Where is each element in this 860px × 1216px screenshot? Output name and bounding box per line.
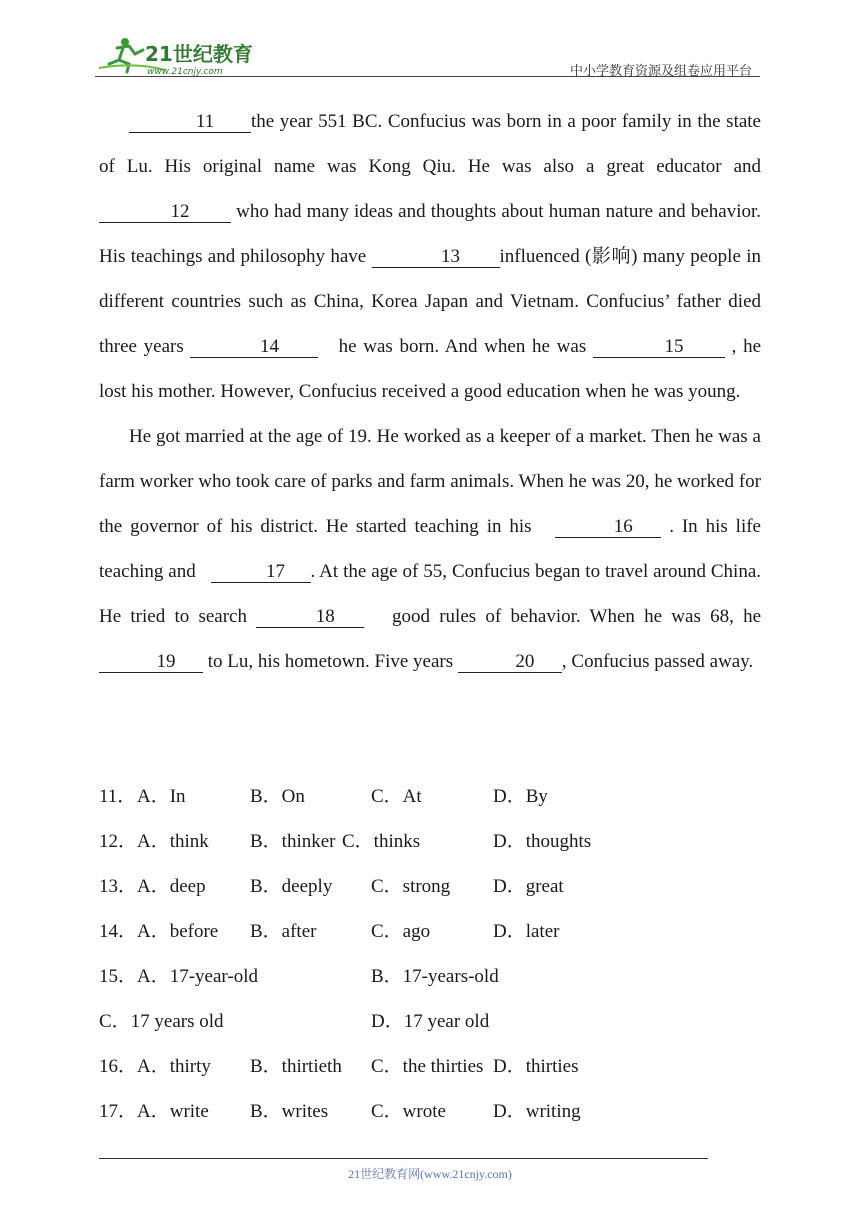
- option-12-b[interactable]: B．thinker: [250, 831, 336, 852]
- option-11-c[interactable]: C．At: [371, 786, 422, 807]
- logo-21cnjy: [95, 34, 265, 76]
- option-15-b[interactable]: B．17-years-old: [371, 966, 499, 987]
- option-16-d[interactable]: D．thirties: [493, 1056, 579, 1077]
- header-platform-text: 中小学教育资源及组卷应用平台: [569, 64, 752, 79]
- option-11-d[interactable]: D．By: [493, 786, 548, 807]
- option-row-13: 13． A．deep B．deeply C．strong D．great: [99, 864, 761, 909]
- option-13-d[interactable]: D．great: [493, 876, 564, 897]
- option-17-a[interactable]: A．write: [137, 1101, 209, 1122]
- svg-text:www.21cnjy.com: www.21cnjy.com: [147, 67, 223, 76]
- option-row-15-cont: [99, 999, 761, 1044]
- passage-text: [99, 99, 761, 684]
- footer-text[interactable]: 21世纪教育网(www.21cnjy.com): [348, 1167, 512, 1181]
- blank-11[interactable]: 11: [129, 112, 251, 133]
- option-row-11: 11． A．In B．On C．At D．By: [99, 774, 761, 819]
- option-row-12: 12． A．think B．thinker C．thinks D．thoughts: [99, 819, 761, 864]
- option-14-c[interactable]: C．ago: [371, 921, 431, 942]
- blank-12[interactable]: 12: [99, 202, 231, 223]
- option-15-d[interactable]: D．17 year old: [371, 1011, 490, 1032]
- option-row-14: 14． A．before B．after C．ago D．later: [99, 909, 761, 954]
- footer-divider: [99, 1158, 708, 1159]
- option-14-d[interactable]: D．later: [493, 921, 560, 942]
- option-15-c[interactable]: C．17 years old: [99, 1011, 224, 1032]
- option-12-c[interactable]: C．thinks: [342, 831, 421, 852]
- option-13-b[interactable]: B．deeply: [250, 876, 333, 897]
- blank-16[interactable]: 16: [555, 517, 661, 538]
- blank-17[interactable]: 17: [211, 562, 311, 583]
- option-17-b[interactable]: B．writes: [250, 1101, 329, 1122]
- option-12-a[interactable]: A．think: [137, 831, 209, 852]
- option-13-a[interactable]: A．deep: [137, 876, 206, 897]
- blank-13[interactable]: 13: [372, 247, 500, 268]
- option-16-a[interactable]: A．thirty: [137, 1056, 211, 1077]
- option-14-b[interactable]: B．after: [250, 921, 317, 942]
- svg-text:21世纪教育: 21世纪教育: [145, 42, 253, 66]
- option-17-c[interactable]: C．wrote: [371, 1101, 446, 1122]
- options-list: [99, 774, 761, 1134]
- option-14-a[interactable]: A．before: [137, 921, 219, 942]
- option-17-d[interactable]: D．writing: [493, 1101, 581, 1122]
- paragraph-2: He got married at the age of 19. He worked as a keeper of a market. Then he was a farm worker who took care of parks and farm animals. When he was 20, he worked for the governor of his district. He started teaching in his 16 . In his life teaching and 17 . At the age of 55, Confucius began to travel around China. He tried to search 18 good rules of behavior. When he was 68, he 19 to Lu, his hometown. Five years 20 , Confucius passed away.: [99, 426, 762, 672]
- blank-14[interactable]: 14: [190, 337, 318, 358]
- option-11-a[interactable]: A．In: [137, 786, 186, 807]
- paragraph-1: 11 the year 551 BC. Confucius was born in a poor family in the state of Lu. His original name was Kong Qiu. He was also a great educator and12 who had many ideas and thoughts about human nature and behavior. His teachings and philosophy have 13 influenced (影响) many people in different countries such as China, Korea Japan and Vietnam. Confucius’ father died three years 14 he was born. And when he was 15 , he lost his mother. However, Confucius received a good education when he was young.: [99, 111, 762, 402]
- blank-18[interactable]: 18: [256, 607, 364, 628]
- option-11-b[interactable]: B．On: [250, 786, 305, 807]
- page-header: [95, 30, 760, 78]
- option-12-d[interactable]: D．thoughts: [493, 831, 592, 852]
- option-row-15: 15． A．17-year-old B．17-years-old: [99, 954, 761, 999]
- option-row-16: 16． A．thirty B．thirtieth C．the thirties D．thirties: [99, 1044, 761, 1089]
- blank-19[interactable]: 19: [99, 652, 203, 673]
- option-row-17: 17． A．write B．writes C．wrote D．writing: [99, 1089, 761, 1134]
- option-15-a[interactable]: A．17-year-old: [137, 966, 258, 987]
- option-13-c[interactable]: C．strong: [371, 876, 451, 897]
- option-16-c[interactable]: C．the thirties: [371, 1056, 484, 1077]
- header-divider: [95, 76, 760, 77]
- option-16-b[interactable]: B．thirtieth: [250, 1056, 342, 1077]
- blank-20[interactable]: 20: [458, 652, 562, 673]
- blank-15[interactable]: 15: [593, 337, 725, 358]
